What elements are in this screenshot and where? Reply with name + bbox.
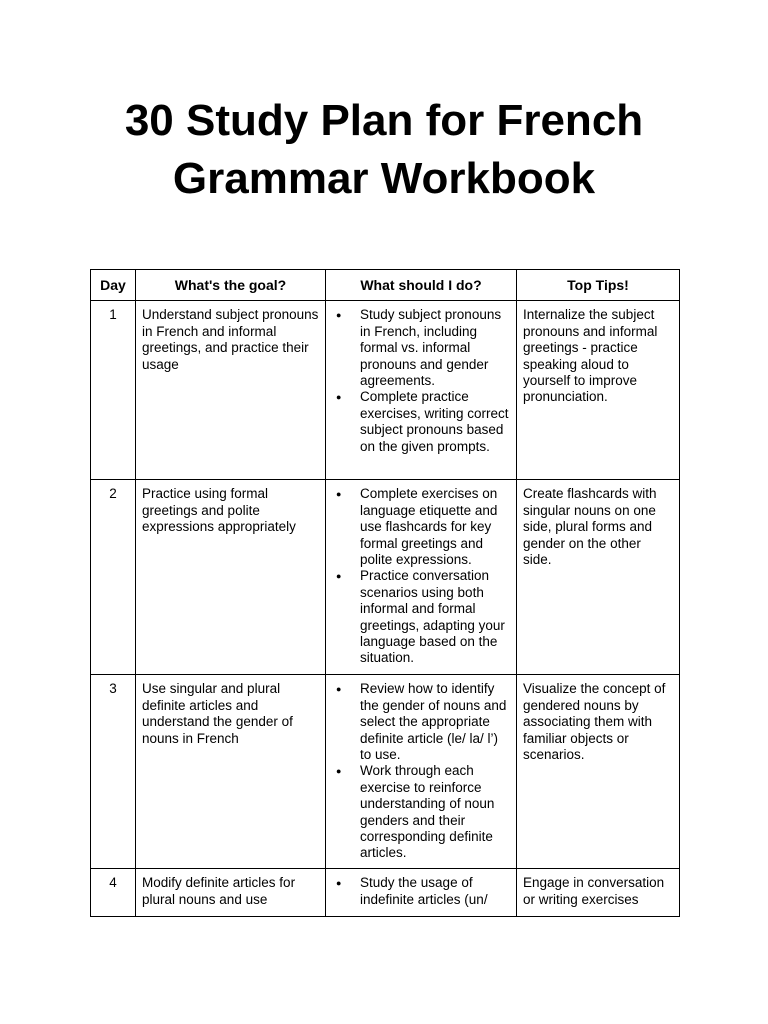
study-plan-table — [90, 269, 680, 917]
goal-cell: Modify definite articles for plural nouns and use — [136, 869, 326, 917]
header-actions: What should I do? — [326, 270, 517, 301]
action-item: ● Work through each exercise to reinforce understanding of noun genders and their corresponding definite articles. — [360, 763, 510, 861]
actions-cell — [326, 675, 517, 869]
day-cell: 2 — [91, 480, 136, 675]
actions-cell — [326, 301, 517, 480]
table-row-day-1 — [91, 301, 680, 480]
day-cell: 4 — [91, 869, 136, 917]
action-item: ● Practice conversation scenarios using both informal and formal greetings, adapting your language based on the situation. — [360, 568, 510, 666]
title-line-2: Grammar Workbook — [172, 154, 596, 203]
action-item: ● Study subject pronouns in French, including formal vs. informal pronouns and gender agreements. — [360, 307, 510, 389]
action-list — [332, 307, 510, 455]
tip-cell: Engage in conversation or writing exercises — [517, 869, 680, 917]
header-goal: What's the goal? — [136, 270, 326, 301]
action-item: ● Complete practice exercises, writing correct subject pronouns based on the given prompts. — [360, 389, 510, 455]
page-title — [0, 92, 768, 208]
tip-cell: Internalize the subject pronouns and informal greetings - practice speaking aloud to yourself to improve pronunciation. — [517, 301, 680, 480]
action-list — [332, 875, 510, 908]
title-line-1: 30 Study Plan for French — [124, 96, 644, 145]
actions-cell — [326, 869, 517, 917]
action-item: ● Complete exercises on language etiquette and use flashcards for key formal greetings and polite expressions. — [360, 486, 510, 568]
goal-cell: Use singular and plural definite articles and understand the gender of nouns in French — [136, 675, 326, 869]
table-row-day-2 — [91, 480, 680, 675]
action-item: ● Study the usage of indefinite articles (un/ — [360, 875, 510, 908]
action-list — [332, 486, 510, 666]
table-row-day-4 — [91, 869, 680, 917]
table-row-day-3 — [91, 675, 680, 869]
tip-cell: Create flashcards with singular nouns on one side, plural forms and gender on the other side. — [517, 480, 680, 675]
goal-cell: Practice using formal greetings and polite expressions appropriately — [136, 480, 326, 675]
day-cell: 3 — [91, 675, 136, 869]
actions-cell — [326, 480, 517, 675]
tip-cell: Visualize the concept of gendered nouns by associating them with familiar objects or scenarios. — [517, 675, 680, 869]
header-tips: Top Tips! — [517, 270, 680, 301]
header-day: Day — [91, 270, 136, 301]
goal-cell: Understand subject pronouns in French and informal greetings, and practice their usage — [136, 301, 326, 480]
action-list — [332, 681, 510, 861]
action-item: ● Review how to identify the gender of nouns and select the appropriate definite article (le/ la/ l’) to use. — [360, 681, 510, 763]
table-header-row — [91, 270, 680, 301]
day-cell: 1 — [91, 301, 136, 480]
